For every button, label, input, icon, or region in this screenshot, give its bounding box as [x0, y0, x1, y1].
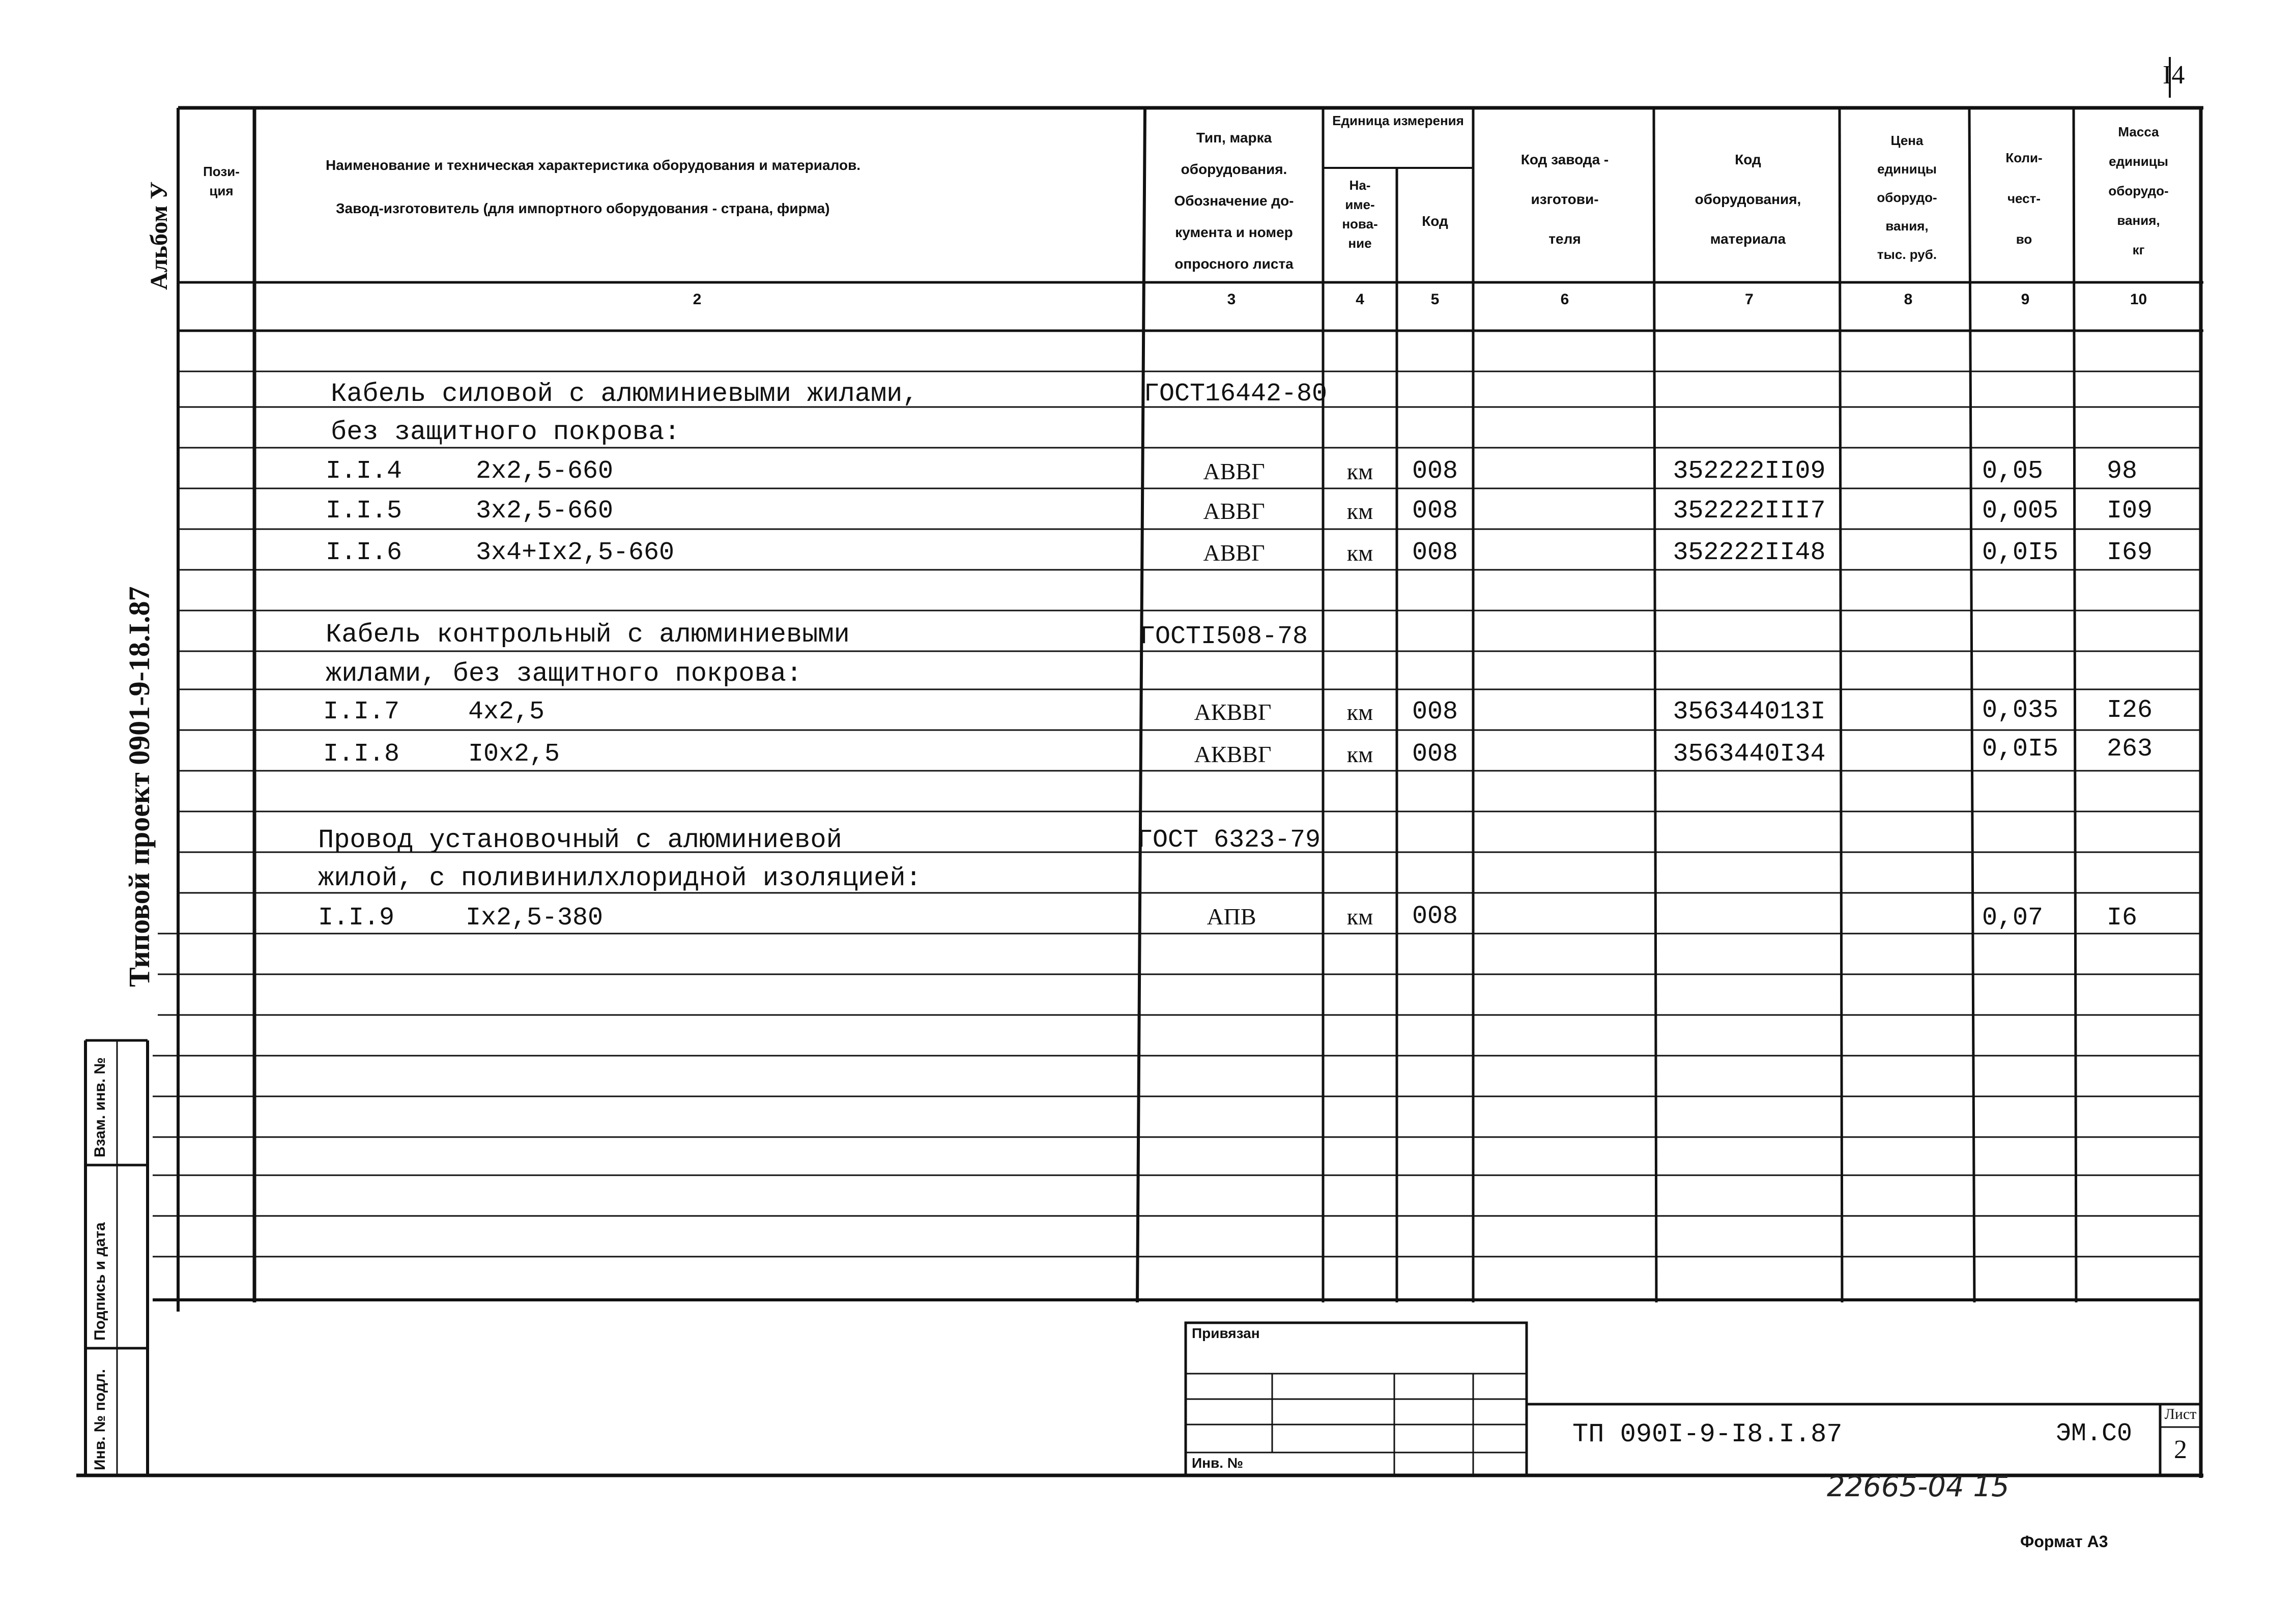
item-position: I.I.4 [326, 457, 403, 486]
item-material-code: 352222II48 [1673, 538, 1826, 567]
group-standard: ГОСТ 6323-79 [1137, 826, 1321, 855]
inventory-label: Инв. № [1192, 1455, 1244, 1471]
item-material-code: 352222II09 [1673, 457, 1826, 486]
item-position: I.I.7 [323, 698, 400, 727]
item-name: Iх2,5-380 [466, 904, 604, 933]
item-unit-code: 008 [1412, 740, 1458, 769]
item-quantity: 0,0I5 [1982, 538, 2059, 567]
header-quantity: Коли- чест- во [2005, 150, 2043, 247]
header-mass: Масса единицы оборудо- вания, кг [2108, 124, 2169, 257]
item-type: АВВГ [1203, 458, 1265, 484]
format-label: Формат А3 [2020, 1532, 2108, 1551]
item-position: I.I.5 [326, 497, 403, 526]
sheet-label: Лист [2164, 1406, 2197, 1422]
header-name-line1: Наименование и техническая характеристика оборудования и материалов. [326, 157, 861, 173]
column-number-6: 6 [1560, 291, 1569, 308]
item-quantity: 0,005 [1982, 497, 2059, 526]
item-material-code: 356344013I [1673, 698, 1826, 727]
linked-label: Привязан [1192, 1325, 1260, 1341]
column-number-10: 10 [2130, 291, 2147, 308]
handwritten-code: 22665-04 15 [1827, 1470, 2010, 1503]
document-code: ТП 090I-9-I8.I.87 [1572, 1419, 1843, 1449]
item-unit-code: 008 [1412, 497, 1458, 526]
item-quantity: 0,05 [1982, 457, 2044, 486]
column-number-7: 7 [1745, 291, 1754, 308]
item-position: I.I.9 [318, 904, 395, 933]
header-unit-group: Единица измерения [1332, 113, 1464, 128]
column-number-5: 5 [1430, 291, 1440, 308]
page-number: I4 [2163, 61, 2185, 90]
column-number-9: 9 [2021, 291, 2030, 308]
group-title-line1: Провод установочный с алюминиевой [318, 825, 842, 855]
group-title-line1: Кабель силовой с алюминиевыми жилами, [331, 379, 919, 409]
item-mass: I26 [2107, 696, 2153, 725]
album-label: Альбом У [146, 181, 173, 290]
item-material-code: 3563440I34 [1673, 740, 1826, 769]
item-mass: 263 [2107, 735, 2153, 764]
header-price: Цена единицы оборудо- вания, тыс. руб. [1877, 133, 1937, 262]
item-unit: км [1346, 904, 1373, 929]
item-quantity: 0,035 [1982, 696, 2059, 725]
header-position: Пози- ция [203, 164, 240, 198]
item-name: 4х2,5 [468, 698, 545, 727]
item-type: АКВВГ [1194, 741, 1272, 767]
item-unit: км [1346, 540, 1373, 566]
replace-inv-label: Взам. инв. № [92, 1057, 108, 1157]
item-name: 2х2,5-660 [476, 457, 614, 486]
item-type: АПВ [1207, 904, 1256, 929]
item-type: АВВГ [1203, 540, 1265, 566]
column-number-3: 3 [1227, 291, 1236, 308]
item-quantity: 0,0I5 [1982, 735, 2059, 764]
header-unit-code: Код [1422, 213, 1448, 229]
item-mass: I69 [2107, 538, 2153, 567]
item-unit: км [1346, 498, 1373, 524]
group-title-line2: жилами, без защитного покрова: [326, 659, 802, 689]
header-factory-code: Код завода - изготови- теля [1520, 152, 1609, 247]
group-title-line2: жилой, с поливинилхлоридной изоляцией: [318, 863, 922, 893]
item-unit: км [1346, 699, 1373, 725]
project-label: Типовой проект 0901-9-18.I.87 [123, 586, 156, 987]
group-title-line2: без защитного покрова: [331, 417, 680, 447]
header-type: Тип, марка оборудования. Обозначение до- кумента и номер опросного листа [1174, 130, 1294, 272]
group-standard: ГОСТ16442-80 [1144, 380, 1328, 409]
original-inv-label: Инв. № подл. [92, 1369, 108, 1470]
header-name-line2: Завод-изготовитель (для импортного оборудования - страна, фирма) [336, 200, 830, 216]
item-mass: 98 [2107, 457, 2138, 486]
item-name: I0х2,5 [468, 740, 560, 769]
item-material-code: 352222III7 [1673, 497, 1826, 526]
item-type: АКВВГ [1194, 699, 1272, 725]
header-unit-name: На- име- нова- ние [1342, 178, 1378, 251]
column-number-8: 8 [1904, 291, 1913, 308]
item-name: 3х4+Iх2,5-660 [476, 538, 675, 567]
item-unit: км [1346, 458, 1373, 484]
item-unit-code: 008 [1412, 902, 1458, 931]
column-number-2: 2 [693, 291, 702, 308]
item-unit-code: 008 [1412, 457, 1458, 486]
header-material-code: Код оборудования, материала [1695, 152, 1801, 247]
group-standard: ГОСТI508-78 [1140, 622, 1308, 651]
item-unit-code: 008 [1412, 698, 1458, 727]
column-number-4: 4 [1356, 291, 1364, 308]
item-mass: I6 [2107, 904, 2138, 933]
signature-date-label: Подпись и дата [92, 1222, 108, 1341]
item-mass: I09 [2107, 497, 2153, 526]
item-name: 3х2,5-660 [476, 497, 614, 526]
sheet-value: 2 [2174, 1435, 2187, 1464]
item-unit-code: 008 [1412, 538, 1458, 567]
group-title-line1: Кабель контрольный с алюминиевыми [326, 620, 850, 650]
document-suffix: ЭМ.С0 [2056, 1419, 2133, 1448]
item-quantity: 0,07 [1982, 904, 2044, 933]
item-type: АВВГ [1203, 498, 1265, 524]
item-position: I.I.6 [326, 538, 403, 567]
item-unit: км [1346, 741, 1373, 767]
item-position: I.I.8 [323, 740, 400, 769]
